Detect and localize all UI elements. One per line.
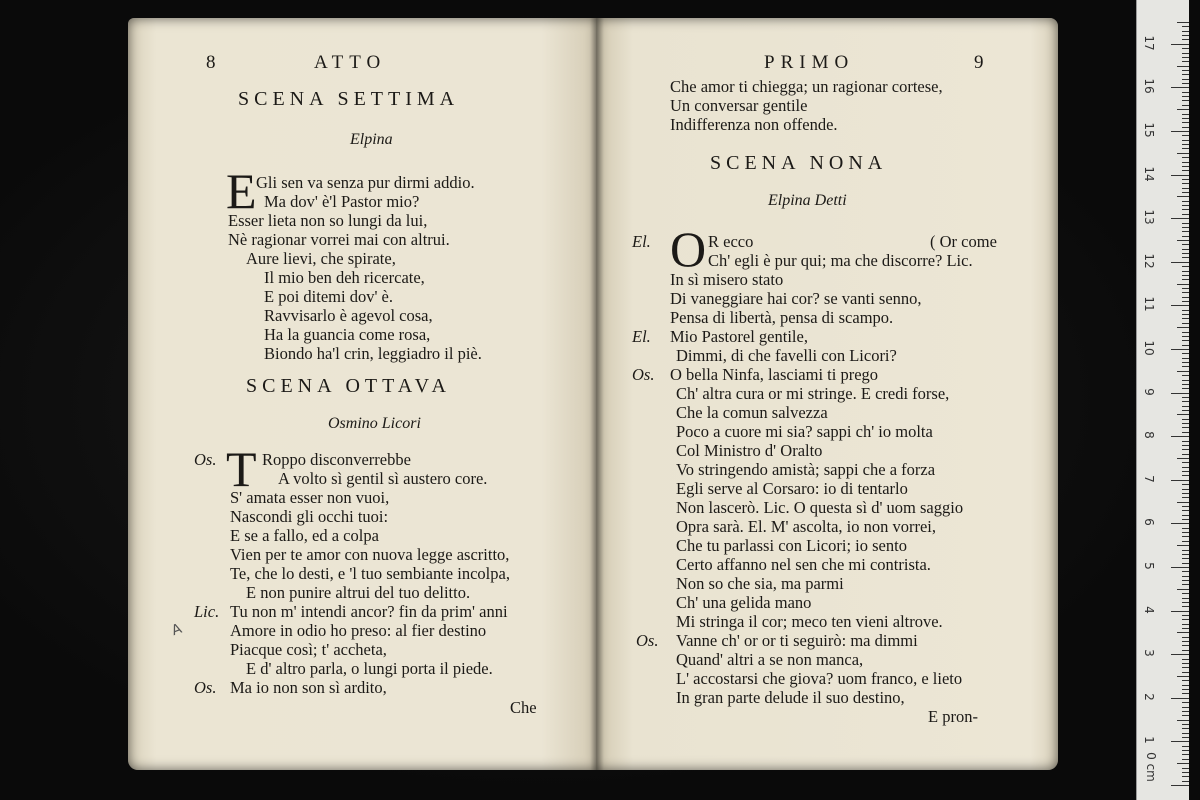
ruler-tick	[1182, 79, 1189, 80]
ruler-tick	[1182, 536, 1189, 537]
ruler-tick	[1171, 480, 1189, 481]
ruler-tick	[1182, 737, 1189, 738]
ruler-tick	[1182, 667, 1189, 668]
measurement-ruler	[1136, 0, 1189, 800]
verse-line: Roppo disconverrebbe	[262, 450, 411, 469]
ruler-tick	[1182, 388, 1189, 389]
ruler-tick	[1182, 157, 1189, 158]
ruler-tick	[1182, 541, 1189, 542]
ruler-tick	[1182, 410, 1189, 411]
ruler-tick	[1182, 144, 1189, 145]
ruler-tick	[1182, 641, 1189, 642]
ruler-tick	[1182, 122, 1189, 123]
ruler-number: 10	[1142, 340, 1156, 356]
verse-line: Te, che lo desti, e 'l tuo sembiante incolpa,	[230, 564, 510, 583]
ruler-number: 15	[1142, 122, 1156, 138]
ruler-tick	[1182, 689, 1189, 690]
catchword: E pron-	[928, 707, 978, 726]
ruler-number: 4	[1142, 605, 1156, 614]
ruler-number: 13	[1142, 209, 1156, 225]
ruler-tick	[1182, 711, 1189, 712]
ruler-tick	[1182, 318, 1189, 319]
verse-line: Quand' altri a se non manca,	[676, 650, 864, 669]
scene-characters: Elpina Detti	[768, 192, 847, 209]
ruler-tick	[1182, 162, 1189, 163]
ruler-tick	[1182, 707, 1189, 708]
ruler-tick	[1182, 423, 1189, 424]
ruler-tick	[1182, 528, 1189, 529]
verse-line: Ch' altra cura or mi stringe. E credi forse,	[676, 384, 950, 403]
ruler-tick	[1182, 323, 1189, 324]
ruler-tick	[1182, 606, 1189, 607]
verse-line: Che tu parlassi con Licori; io sento	[676, 536, 907, 555]
ruler-tick	[1177, 327, 1189, 328]
ruler-tick	[1182, 680, 1189, 681]
ruler-tick	[1182, 118, 1189, 119]
ruler-tick	[1182, 663, 1189, 664]
ruler-tick	[1171, 523, 1189, 524]
ruler-tick	[1182, 619, 1189, 620]
ruler-number: 7	[1142, 474, 1156, 483]
ruler-tick	[1182, 127, 1189, 128]
page-number: 9	[974, 52, 990, 73]
ruler-tick	[1182, 244, 1189, 245]
ruler-tick	[1182, 183, 1189, 184]
ruler-tick	[1182, 615, 1189, 616]
ruler-tick	[1182, 340, 1189, 341]
ruler-tick	[1182, 61, 1189, 62]
verse-line: Nascondi gli occhi tuoi:	[230, 507, 389, 526]
ruler-number: 17	[1142, 35, 1156, 51]
ruler-tick	[1182, 489, 1189, 490]
verse-line: E d' altro parla, o lungi porta il piede.	[246, 659, 493, 678]
ruler-unit-label: 0 cm	[1144, 752, 1158, 782]
ruler-tick	[1177, 720, 1189, 721]
ruler-tick	[1182, 628, 1189, 629]
ruler-tick	[1182, 598, 1189, 599]
ruler-tick	[1182, 179, 1189, 180]
ruler-tick	[1182, 462, 1189, 463]
ruler-tick	[1182, 754, 1189, 755]
ruler-tick	[1182, 170, 1189, 171]
ruler-tick	[1177, 763, 1189, 764]
ruler-tick	[1182, 650, 1189, 651]
ruler-tick	[1182, 140, 1189, 141]
verse-line: Di vaneggiare hai cor? se vanti senno,	[670, 289, 922, 308]
ruler-tick	[1171, 175, 1189, 176]
verse-line: Mi stringa il cor; meco ten vieni altrove.	[676, 612, 943, 631]
verse-line: E non punire altrui del tuo delitto.	[246, 583, 471, 602]
ruler-number: 8	[1142, 431, 1156, 439]
ruler-tick	[1182, 297, 1189, 298]
ruler-tick	[1177, 66, 1189, 67]
ruler-tick	[1171, 698, 1189, 699]
ruler-number: 2	[1142, 692, 1156, 701]
ruler-tick	[1182, 166, 1189, 167]
verse-line: In sì misero stato	[670, 270, 784, 289]
ruler-tick	[1182, 380, 1189, 381]
ruler-tick	[1182, 728, 1189, 729]
verse-line: Esser lieta non so lungi da lui,	[228, 211, 428, 230]
ruler-tick	[1182, 432, 1189, 433]
margin-pencil-mark: A	[169, 620, 185, 640]
ruler-tick	[1171, 131, 1189, 132]
ruler-tick	[1177, 109, 1189, 110]
ruler-tick	[1182, 205, 1189, 206]
ruler-tick	[1182, 100, 1189, 101]
drop-cap: T	[226, 441, 257, 497]
ruler-tick	[1182, 563, 1189, 564]
ruler-tick	[1171, 349, 1189, 350]
ruler-tick	[1182, 733, 1189, 734]
ruler-tick	[1182, 74, 1189, 75]
ruler-tick	[1182, 227, 1189, 228]
ruler-tick	[1182, 750, 1189, 751]
ruler-tick	[1182, 214, 1189, 215]
ruler-tick	[1182, 724, 1189, 725]
ruler-tick	[1182, 358, 1189, 359]
ruler-number: 12	[1142, 253, 1156, 269]
book-gutter	[590, 18, 604, 770]
verse-line: Vo stringendo amistà; sappi che a forza	[676, 460, 936, 479]
ruler-tick	[1182, 301, 1189, 302]
ruler-tick	[1182, 314, 1189, 315]
ruler-tick	[1182, 336, 1189, 337]
verse-line: Ravvisarlo è agevol cosa,	[264, 306, 433, 325]
ruler-tick	[1177, 153, 1189, 154]
verse-line: Un conversar gentile	[670, 96, 808, 115]
ruler-tick	[1182, 497, 1189, 498]
ruler-tick	[1171, 87, 1189, 88]
verse-line: Ha la guancia come rosa,	[264, 325, 431, 344]
ruler-tick	[1182, 624, 1189, 625]
ruler-tick	[1171, 218, 1189, 219]
ruler-tick	[1177, 502, 1189, 503]
right-page	[596, 18, 1058, 770]
verse-line: Nè ragionar vorrei mai con altrui.	[228, 230, 450, 249]
scene-title: SCENA SETTIMA	[238, 88, 460, 110]
verse-line: Col Ministro d' Oralto	[676, 441, 823, 460]
ruler-tick	[1182, 292, 1189, 293]
verse-line: A volto sì gentil sì austero core.	[278, 469, 488, 488]
ruler-tick	[1182, 135, 1189, 136]
ruler-tick	[1182, 637, 1189, 638]
verse-line: Gli sen va senza pur dirmi addio.	[256, 173, 475, 192]
ruler-tick	[1182, 26, 1189, 27]
ruler-tick	[1182, 406, 1189, 407]
ruler-tick	[1182, 288, 1189, 289]
speaker-label: El.	[632, 232, 651, 251]
ruler-tick	[1182, 715, 1189, 716]
scene-title: SCENA OTTAVA	[246, 375, 451, 397]
ruler-tick	[1182, 353, 1189, 354]
ruler-tick	[1182, 96, 1189, 97]
verse-line: E se a fallo, ed a colpa	[230, 526, 379, 545]
ruler-tick	[1171, 393, 1189, 394]
ruler-tick	[1182, 593, 1189, 594]
verse-line: Egli serve al Corsaro: io di tentarlo	[676, 479, 908, 498]
ruler-tick	[1182, 584, 1189, 585]
verse-line: Pensa di libertà, pensa di scampo.	[670, 308, 894, 327]
ruler-tick	[1182, 362, 1189, 363]
ruler-tick	[1182, 445, 1189, 446]
ruler-tick	[1177, 414, 1189, 415]
ruler-tick	[1182, 223, 1189, 224]
verse-line: Ma dov' è'l Pastor mio?	[264, 192, 420, 211]
ruler-tick	[1182, 659, 1189, 660]
stage-aside: ( Or come	[930, 232, 997, 251]
ruler-tick	[1171, 44, 1189, 45]
ruler-tick	[1182, 467, 1189, 468]
ruler-tick	[1182, 345, 1189, 346]
left-page	[128, 18, 598, 770]
ruler-tick	[1182, 188, 1189, 189]
drop-cap: O	[670, 221, 707, 277]
verse-line: Ch' egli è pur qui; ma che discorre? Lic.	[708, 251, 973, 270]
ruler-tick	[1182, 257, 1189, 258]
ruler-number: 1	[1142, 736, 1156, 745]
ruler-tick	[1182, 275, 1189, 276]
ruler-tick	[1171, 305, 1189, 306]
ruler-tick	[1177, 632, 1189, 633]
ruler-tick	[1182, 602, 1189, 603]
speaker-label: Os.	[636, 631, 659, 650]
ruler-tick	[1182, 506, 1189, 507]
ruler-number: 6	[1142, 518, 1156, 527]
ruler-tick	[1182, 105, 1189, 106]
ruler-number: 9	[1142, 387, 1156, 396]
verse-line: Opra sarà. El. M' ascolta, io non vorrei,	[676, 517, 937, 536]
ruler-tick	[1182, 249, 1189, 250]
verse-line: In gran parte delude il suo destino,	[676, 688, 905, 707]
ruler-number: 14	[1142, 165, 1156, 182]
verse-line: Biondo ha'l crin, leggiadro il piè.	[264, 344, 482, 363]
drop-cap: E	[226, 163, 257, 219]
ruler-number: 16	[1142, 78, 1156, 95]
ruler-tick	[1182, 375, 1189, 376]
ruler-tick	[1182, 645, 1189, 646]
ruler-number: 3	[1142, 649, 1156, 657]
ruler-tick	[1182, 57, 1189, 58]
ruler-tick	[1177, 545, 1189, 546]
ruler-tick	[1182, 576, 1189, 577]
ruler-tick	[1182, 746, 1189, 747]
ruler-tick	[1177, 589, 1189, 590]
ruler-tick	[1182, 550, 1189, 551]
verse-line: Vanne ch' or or ti seguirò: ma dimmi	[676, 631, 918, 650]
ruler-tick	[1182, 48, 1189, 49]
ruler-tick	[1171, 611, 1189, 612]
ruler-tick	[1182, 693, 1189, 694]
ruler-tick	[1182, 366, 1189, 367]
ruler-tick	[1182, 92, 1189, 93]
ruler-tick	[1182, 484, 1189, 485]
ruler-tick	[1171, 436, 1189, 437]
ruler-tick	[1182, 571, 1189, 572]
verse-line: Dimmi, di che favelli con Licori?	[676, 346, 897, 365]
ruler-tick	[1182, 201, 1189, 202]
ruler-number: 11	[1142, 296, 1156, 313]
ruler-tick	[1182, 39, 1189, 40]
ruler-tick	[1182, 279, 1189, 280]
ruler-tick	[1182, 772, 1189, 773]
verse-line: Che amor ti chiegga; un ragionar cortese,	[670, 77, 943, 96]
ruler-tick	[1182, 253, 1189, 254]
verse-line: L' accostarsi che giova? uom franco, e lieto	[676, 669, 963, 688]
verse-line: Ma io non son sì ardito,	[230, 678, 387, 697]
ruler-tick	[1177, 240, 1189, 241]
ruler-tick	[1182, 231, 1189, 232]
ruler-tick	[1177, 458, 1189, 459]
scene-characters: Osmino Licori	[328, 415, 421, 432]
ruler-tick	[1182, 515, 1189, 516]
ruler-tick	[1171, 567, 1189, 568]
ruler-tick	[1171, 262, 1189, 263]
ruler-tick	[1177, 676, 1189, 677]
verse-line: S' amata esser non vuoi,	[230, 488, 390, 507]
ruler-tick	[1182, 449, 1189, 450]
ruler-tick	[1182, 510, 1189, 511]
verse-line: Ch' una gelida mano	[676, 593, 812, 612]
ruler-tick	[1182, 580, 1189, 581]
ruler-tick	[1182, 441, 1189, 442]
verse-line: Poco a cuore mi sia? sappi ch' io molta	[676, 422, 933, 441]
verse-line: Certo affanno nel sen che mi contrista.	[676, 555, 931, 574]
ruler-tick	[1182, 114, 1189, 115]
ruler-tick	[1182, 397, 1189, 398]
ruler-tick	[1182, 419, 1189, 420]
verse-line: R ecco	[708, 232, 754, 251]
running-head: PRIMO	[764, 52, 855, 73]
running-head: ATTO	[314, 52, 387, 73]
speaker-label: Lic.	[194, 602, 220, 621]
ruler-tick	[1182, 53, 1189, 54]
ruler-tick	[1171, 785, 1189, 786]
verse-line: Piacque così; t' accheta,	[230, 640, 387, 659]
scene-characters: Elpina	[350, 131, 393, 148]
verse-line: Vien per te amor con nuova legge ascritto,	[230, 545, 510, 564]
ruler-tick	[1182, 471, 1189, 472]
ruler-tick	[1182, 401, 1189, 402]
catchword: Che	[510, 698, 537, 717]
ruler-tick	[1182, 759, 1189, 760]
verse-line: Non so che sia, ma parmi	[676, 574, 844, 593]
verse-line: Non lascerò. Lic. O questa sì d' uom saggio	[676, 498, 964, 517]
ruler-tick	[1182, 332, 1189, 333]
ruler-tick	[1182, 493, 1189, 494]
ruler-tick	[1177, 284, 1189, 285]
verse-line: Amore in odio ho preso: al fier destino	[230, 621, 487, 640]
ruler-tick	[1182, 31, 1189, 32]
ruler-tick	[1171, 654, 1189, 655]
ruler-tick	[1182, 768, 1189, 769]
ruler-tick	[1182, 702, 1189, 703]
speaker-label: El.	[632, 327, 651, 346]
ruler-tick	[1177, 22, 1189, 23]
ruler-number: 5	[1142, 562, 1156, 570]
ruler-tick	[1182, 532, 1189, 533]
ruler-tick	[1182, 519, 1189, 520]
speaker-label: Os.	[194, 678, 217, 697]
ruler-tick	[1182, 454, 1189, 455]
verse-line: Aure lievi, che spirate,	[246, 249, 396, 268]
ruler-tick	[1182, 558, 1189, 559]
verse-line: O bella Ninfa, lasciami ti prego	[670, 365, 879, 384]
ruler-tick	[1182, 672, 1189, 673]
ruler-tick	[1177, 371, 1189, 372]
ruler-tick	[1182, 781, 1189, 782]
verse-line: Che la comun salvezza	[676, 403, 828, 422]
verse-line: Il mio ben deh ricercate,	[264, 268, 425, 287]
ruler-tick	[1171, 741, 1189, 742]
ruler-tick	[1182, 266, 1189, 267]
ruler-tick	[1182, 209, 1189, 210]
ruler-tick	[1182, 83, 1189, 84]
ruler-tick	[1182, 236, 1189, 237]
verse-line: Tu non m' intendi ancor? fin da prim' anni	[230, 602, 508, 621]
ruler-tick	[1182, 271, 1189, 272]
verse-line: Mio Pastorel gentile,	[670, 327, 808, 346]
ruler-tick	[1177, 196, 1189, 197]
verse-line: Indifferenza non offende.	[670, 115, 838, 134]
speaker-label: Os.	[194, 450, 217, 469]
verse-line: E poi ditemi dov' è.	[264, 287, 393, 306]
ruler-tick	[1182, 475, 1189, 476]
ruler-tick	[1182, 70, 1189, 71]
ruler-tick	[1182, 148, 1189, 149]
speaker-label: Os.	[632, 365, 655, 384]
ruler-tick	[1182, 685, 1189, 686]
ruler-tick	[1182, 427, 1189, 428]
ruler-tick	[1182, 554, 1189, 555]
scene-title: SCENA NONA	[710, 152, 888, 174]
page-number: 8	[206, 52, 222, 73]
ruler-tick	[1182, 776, 1189, 777]
ruler-tick	[1182, 35, 1189, 36]
ruler-tick	[1182, 384, 1189, 385]
ruler-tick	[1182, 192, 1189, 193]
ruler-tick	[1182, 310, 1189, 311]
